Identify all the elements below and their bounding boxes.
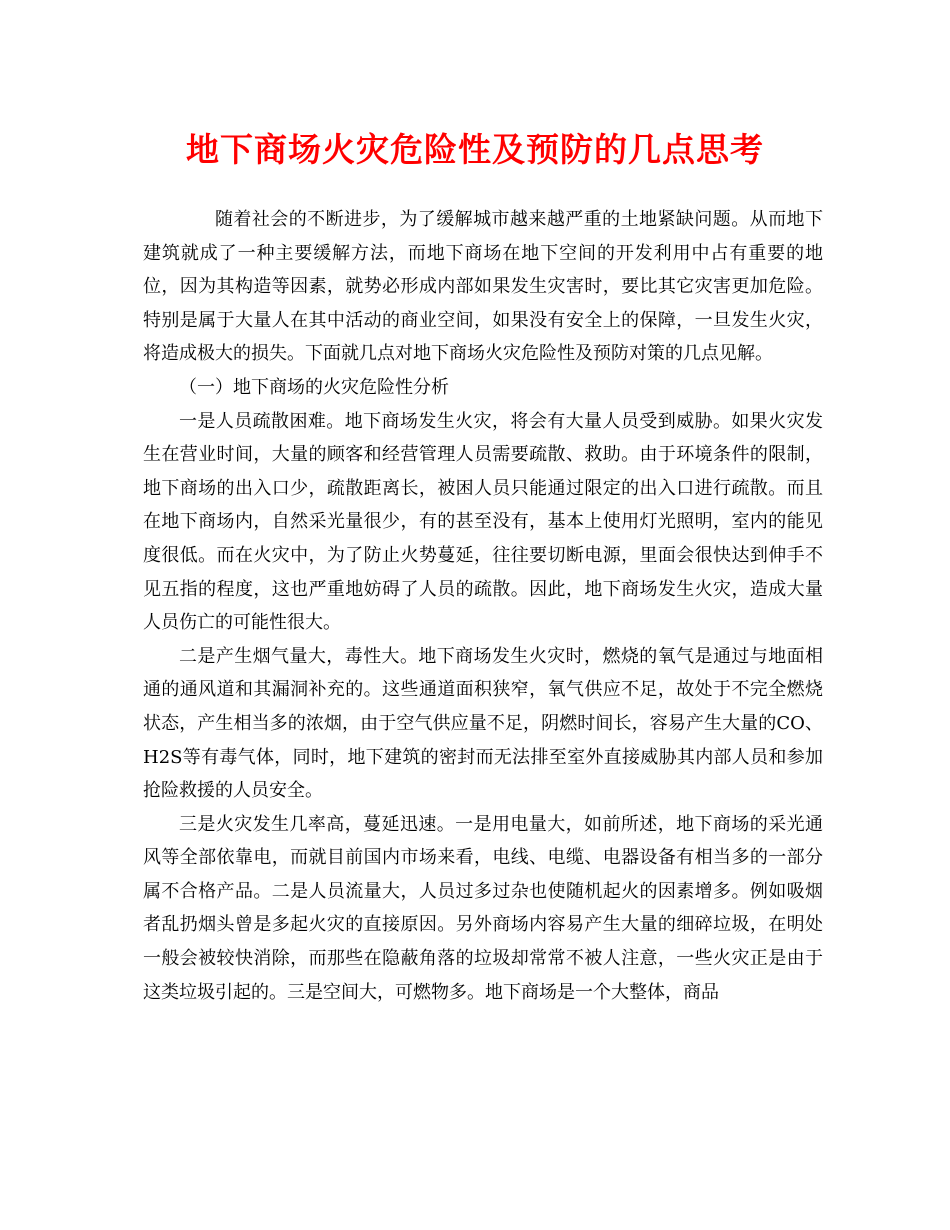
section-heading: （一）地下商场的火灾危险性分析 (179, 376, 449, 398)
body-paragraph: 三是火灾发生几率高，蔓延迅速。一是用电量大，如前所述，地下商场的采光通风等全部依靠电，而就目前国内市场来看，电线、电缆、电器设备有相当多的一部分属不合格产品。二是人员流量大，人员过多过杂也使随机起火的因素增多。例如吸烟者乱扔烟头曾是多起火灾的直接原因。另外商场内容易产生大量的细碎垃圾，在明处一般会被较快消除，而那些在隐蔽角落的垃圾却常常不被人注意，一些火灾正是由于这类垃圾引起的。三是空间大，可燃物多。地下商场是一个大整体，商品 (143, 813, 823, 1003)
document-title: 地下商场火灾危险性及预防的几点思考 (186, 130, 764, 169)
body-paragraph: 一是人员疏散困难。地下商场发生火灾，将会有大量人员受到威胁。如果火灾发生在营业时间，大量的顾客和经营管理人员需要疏散、救助。由于环境条件的限制，地下商场的出入口少，疏散距离长，被困人员只能通过限定的出入口进行疏散。而且在地下商场内，自然采光量很少，有的甚至没有，基本上使用灯光照明，室内的能见度很低。而在火灾中，为了防止火势蔓延，往往要切断电源，里面会很快达到伸手不见五指的程度，这也严重地妨碍了人员的疏散。因此，地下商场发生火灾，造成大量人员伤亡的可能性很大。 (143, 410, 823, 634)
body-paragraph: 二是产生烟气量大，毒性大。地下商场发生火灾时，燃烧的氧气是通过与地面相通的通风道和其漏洞补充的。这些通道面积狭窄，氧气供应不足，故处于不完全燃烧状态，产生相当多的浓烟，由于空气供应量不足，阴燃时间长，容易产生大量的CO、H2S等有毒气体，同时，地下建筑的密封而无法排至室外直接威胁其内部人员和参加抢险救援的人员安全。 (143, 645, 823, 802)
intro-paragraph: 随着社会的不断进步，为了缓解城市越来越严重的土地紧缺问题。从而地下建筑就成了一种主要缓解方法，而地下商场在地下空间的开发利用中占有重要的地位，因为其构造等因素，就势必形成内部如果发生灾害时，要比其它灾害更加危险。特别是属于大量人在其中活动的商业空间，如果没有安全上的保障，一旦发生火灾，将造成极大的损失。下面就几点对地下商场火灾危险性及预防对策的几点见解。 (143, 209, 823, 365)
document-body (143, 203, 823, 1009)
